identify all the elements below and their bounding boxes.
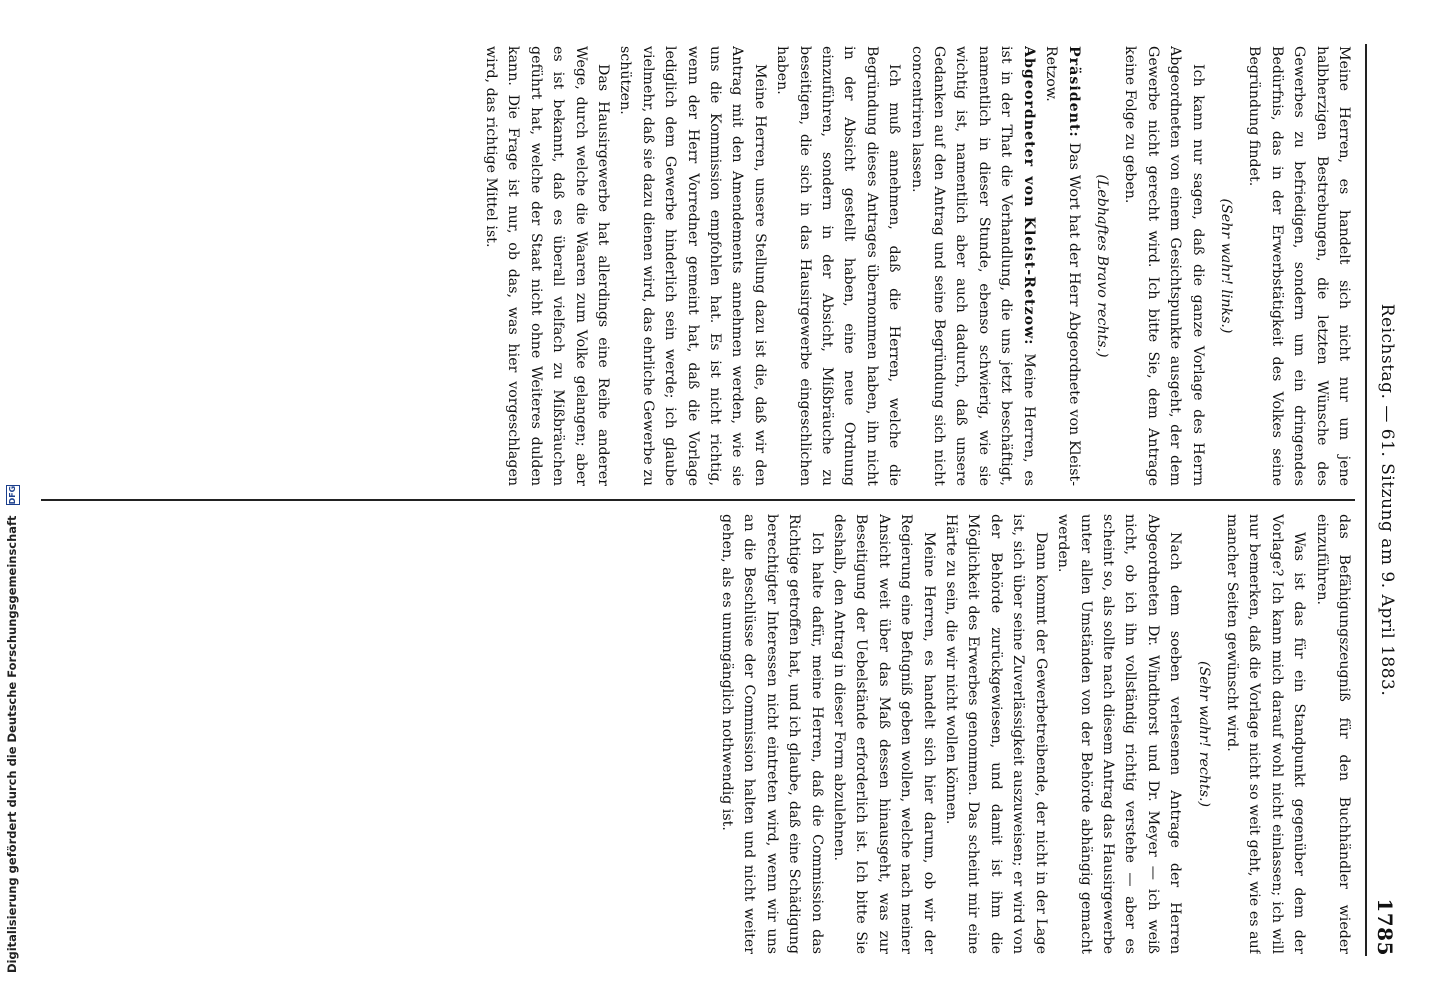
- paragraph-text: Das Wort hat der Herr Abgeordnete von Kleist-Retzow.: [1043, 46, 1082, 486]
- paragraph-text: (Lebhaftes Bravo rechts.): [1093, 174, 1110, 358]
- page-number: 1785: [1373, 898, 1397, 956]
- paragraph-text: (Sehr wahr! links.): [1217, 198, 1234, 334]
- paragraph: [1310, 514, 1355, 954]
- left-column: [41, 46, 1355, 486]
- paragraph: [940, 514, 1052, 954]
- paragraph: [716, 514, 828, 954]
- paragraph-text: Ich kann nur sagen, daß die ganze Vorlage des Herrn Abgeordneten von einem Gesichtspunkte ausgeht, der dem Gewerbe nicht gerecht wird. Ich bitte Sie, dem Antrage keine Folge zu geben.: [1122, 46, 1206, 486]
- stage-direction: [1091, 46, 1113, 486]
- right-column: [41, 514, 1355, 954]
- scanned-page: [21, 10, 1411, 990]
- stage-direction: [1192, 514, 1214, 954]
- session-header: Reichstag. — 61. Sitzung am 9. April 1883.: [1377, 303, 1397, 697]
- paragraph: [1243, 46, 1355, 486]
- paragraph-text: (Sehr wahr! rechts.): [1195, 660, 1212, 808]
- paragraph: [905, 46, 1039, 486]
- paragraph-text: Meine Herren, es ist in der That die Verhandlung, die uns jetzt beschäftigt, namentlich in dieser Stunde, ebenso schwierig, wie sie wichtig ist, namentlich aber auch dadurch, daß unsere Gedanken auf den Antrag und seine Begründung sich nicht concentriren lassen.: [908, 46, 1037, 486]
- paragraph: [1052, 514, 1186, 954]
- credit-text: Digitalisierung gefördert durch die Deutsche Forschungsgemeinschaft: [5, 515, 19, 973]
- paragraph-text: das Befähigungszeugniß für den Buchhändler wieder einzuführen.: [1313, 514, 1352, 954]
- speaker-name: Abgeordneter von Kleist-Retzow:: [1020, 46, 1037, 346]
- paragraph: [828, 514, 940, 954]
- paragraph-text: Meine Herren, unsere Stellung dazu ist die, daß wir den Antrag mit den Amendements annehmen werden, wie sie uns die Kommission empfohlen hat. Es ist nicht richtig, wenn der Herr Vorredner gemeint hat, daß die Vorlage lediglich dem Gewerbe hinderlich sein werde; ich glaube vielmehr, daß sie dazu dienen wird, das ehrliche Gewerbe zu schützen.: [617, 46, 768, 486]
- paragraph: [771, 46, 905, 486]
- stage-direction: [1215, 46, 1237, 486]
- header-rule: [1365, 44, 1367, 956]
- paragraph: [1221, 514, 1311, 954]
- paragraph-text: Meine Herren, es handelt sich hier darum, ob wir der Regierung eine Befugniß geben wollen, welche nach meiner Ansicht weit über das Maß dessen hinausgeht, was zur Beseitigung der Uebelstände erforderlich ist. Ich bitte Sie deshalb, den Antrag in dieser Form abzulehnen.: [831, 514, 937, 954]
- speaker-name: Präsident:: [1065, 46, 1082, 138]
- paragraph: [614, 46, 771, 486]
- paragraph-text: Meine Herren, es handelt sich nicht nur um jene halbherzigen Bestrebungen, die letzten Wünsche des Gewerbes zu befriedigen, sondern um ein dringendes Bedürfnis, das in der Erwerbstätigkeit des Volkes seine Begründung findet.: [1246, 46, 1352, 486]
- paragraph-text: Das Hausirgewerbe hat allerdings eine Reihe anderer Wege, durch welche die Waaren zum Volke gelangen; aber es ist bekannt, daß es überall vielfach zu Mißbräuchen geführt hat, welche der Staat nicht ohne Weiteres dulden kann. Die Frage ist nur, ob das, was hier vorgeschlagen wird, das richtige Mittel ist.: [482, 46, 611, 486]
- paragraph: [480, 46, 614, 486]
- paragraph-text: Dann kommt der Gewerbetreibende, der nicht in der Lage ist, sich über seine Zuverlässigkeit auszuweisen; er wird von der Behörde zurückgewiesen, und damit ist ihm die Möglichkeit des Erwerbes genommen. Das scheint mir eine Härte zu sein, die wir nicht wollen können.: [943, 514, 1049, 954]
- dfg-logo-icon: DFG: [6, 485, 20, 505]
- paragraph-text: Was ist das für ein Standpunkt gegenüber dem der Vorlage? Ich kann mich darauf wohl nicht einlassen; ich will nur bemerken, daß die Vorlage nicht so weit geht, wie es auf mancher Seiten gewünscht wird.: [1223, 514, 1308, 954]
- column-divider: [41, 499, 1355, 501]
- paragraph: [1040, 46, 1085, 486]
- page-header: [1371, 44, 1397, 956]
- paragraph: [1119, 46, 1209, 486]
- paragraph-text: Nach dem soeben verlesenen Antrage der Herren Abgeordneten Dr. Windthorst und Dr. Meyer — ich weiß nicht, ob ich ihn vollständig richtig verstehe — aber es scheint so, als sollte nach diesem Antrag das Hausirgewerbe unter allen Umständen von der Behörde abhängig gemacht werden.: [1055, 514, 1184, 954]
- paragraph-text: Ich halte dafür, meine Herren, daß die Commission das Richtige getroffen hat, und ich glaube, daß eine Schädigung berechtigter Interessen nicht eintreten wird, wenn wir uns an die Beschlüsse der Commission halten und nicht weiter gehen, als es unumgänglich nothwendig ist.: [719, 514, 825, 954]
- paragraph-text: Ich muß annehmen, daß die Herren, welche die Begründung dieses Antrages übernommen haben, ihn nicht in der Absicht gestellt haben, eine neue Ordnung einzuführen, sondern in der Absicht, Mißbräuche zu beseitigen, die sich in das Hausirgewerbe eingeschlichen haben.: [774, 46, 903, 486]
